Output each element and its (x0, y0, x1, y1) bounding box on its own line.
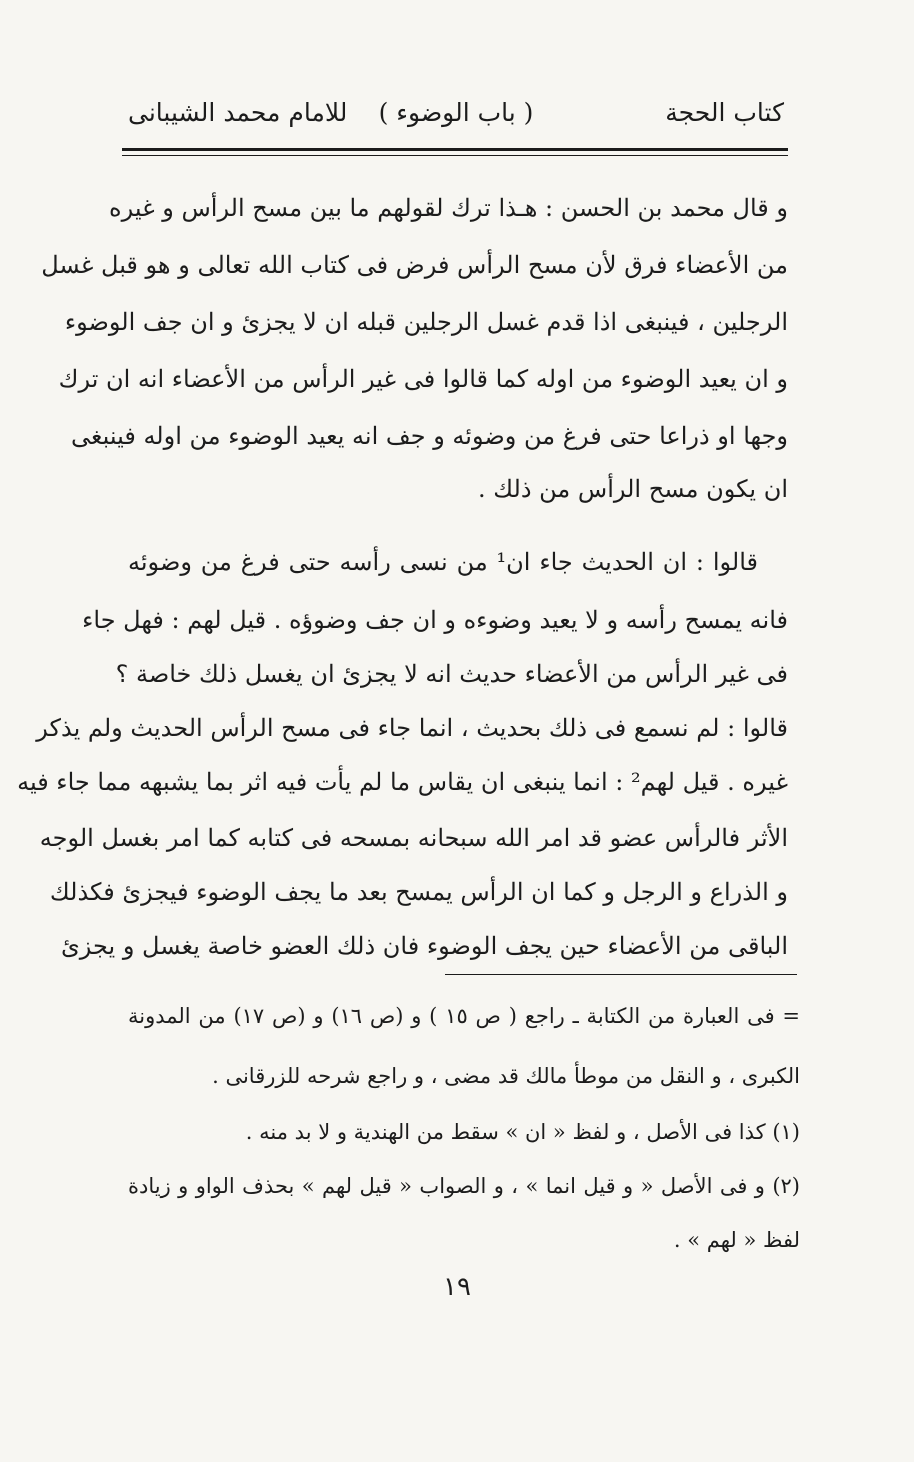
footnote-divider (445, 974, 797, 975)
text-line: وجها او ذراعا حتى فرغ من وضوئه و جف انه يعيد الوضوء من اوله فينبغى (71, 422, 788, 450)
header-rule-thick (122, 148, 788, 151)
footnote-line: (٢) و فى الأصل « و قيل انما » ، و الصواب « قيل لهم » بحذف الواو و زيادة (128, 1174, 800, 1198)
text-line: قالوا : ان الحديث جاء ان¹ من نسى رأسه حتى فرغ من وضوئه (128, 548, 758, 576)
header-rule-thin (122, 155, 788, 156)
text-line: الأثر فالرأس عضو قد امر الله سبحانه بمسحه فى كتابه كما امر بغسل الوجه (39, 824, 788, 852)
footnote-line: (١) كذا فى الأصل ، و لفظ « ان » سقط من الهندية و لا بد منه . (245, 1120, 800, 1144)
text-line: و قال محمد بن الحسن : هـذا ترك لقولهم ما بين مسح الرأس و غيره (109, 194, 788, 222)
text-line: و الذراع و الرجل و كما ان الرأس يمسح بعد ما يجف الوضوء فيجزئ فكذلك (49, 878, 788, 906)
text-line: غيره . قيل لهم² : انما ينبغى ان يقاس ما لم يأت فيه اثر بما يشبهه مما جاء فيه (17, 768, 788, 796)
text-line: ان يكون مسح الرأس من ذلك . (478, 475, 788, 503)
text-line: و ان يعيد الوضوء من اوله كما قالوا فى غير الرأس من الأعضاء انه ان ترك (58, 365, 788, 393)
footnote-line: الكبرى ، و النقل من موطأ مالك قد مضى ، و راجع شرحه للزرقانى . (212, 1064, 800, 1088)
text-line: الباقى من الأعضاء حين يجف الوضوء فان ذلك العضو خاصة يغسل و يجزئ (60, 932, 788, 960)
chapter-title: ( باب الوضوء ) (378, 98, 534, 127)
text-line: قالوا : لم نسمع فى ذلك بحديث ، انما جاء فى مسح الرأس الحديث ولم يذكر (36, 714, 788, 742)
text-line: فانه يمسح رأسه و لا يعيد وضوءه و ان جف وضوؤه . قيل لهم : فهل جاء (82, 606, 788, 634)
book-title: كتاب الحجة (665, 98, 784, 127)
text-line: الرجلين ، فينبغى اذا قدم غسل الرجلين قبله ان لا يجزئ و ان جف الوضوء (64, 308, 788, 336)
text-line: من الأعضاء فرق لأن مسح الرأس فرض فى كتاب الله تعالى و هو قبل غسل (41, 251, 788, 279)
footnote-line: لفظ « لهم » . (673, 1228, 800, 1252)
running-header (128, 98, 784, 150)
text-line: فى غير الرأس من الأعضاء حديث انه لا يجزئ ان يغسل ذلك خاصة ؟ (115, 660, 788, 688)
footnote-line: = فى العبارة من الكتابة ـ راجع ( ص ١٥ ) و (ص ١٦) و (ص ١٧) من المدونة (128, 1004, 801, 1028)
author-name: للامام محمد الشيبانى (128, 98, 348, 127)
page-number: ١٩ (443, 1272, 471, 1302)
